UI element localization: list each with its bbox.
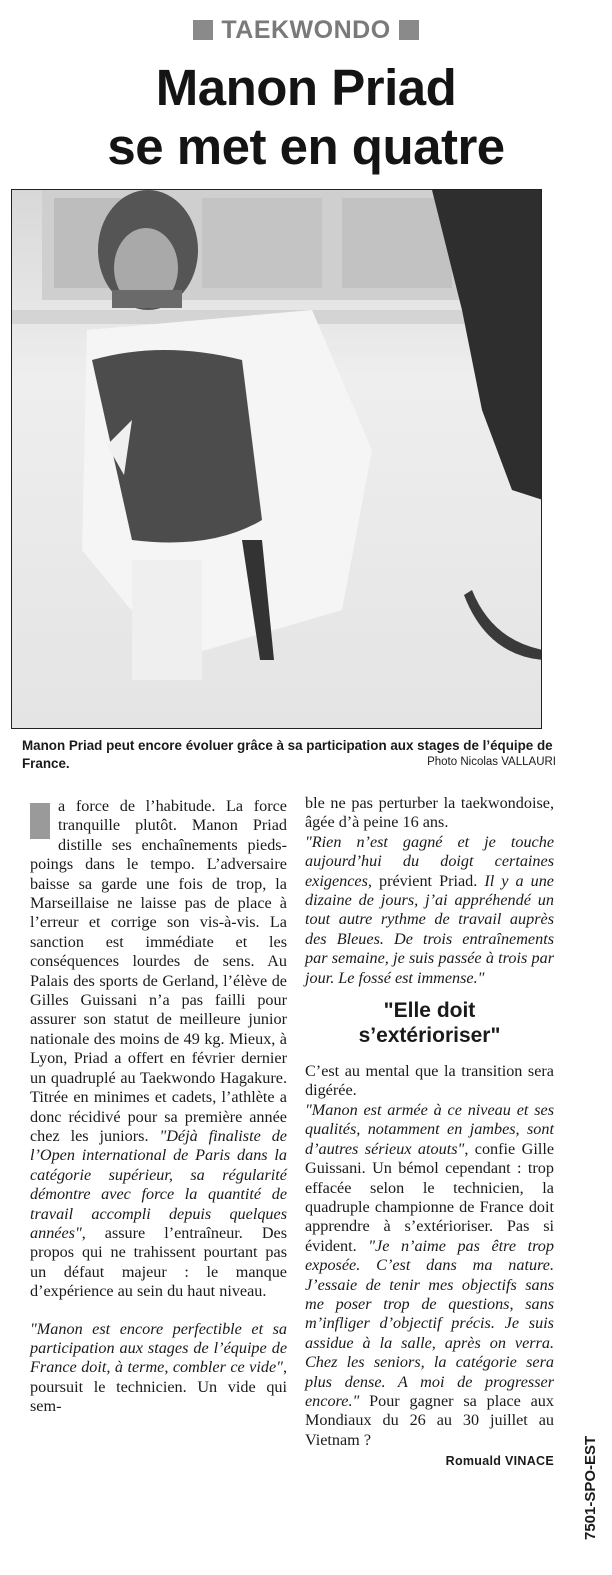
paragraph-4-quote-2: Il y a une dizaine de jours, j’ai appréhendé un tout autre rythme de travail auprès des Bleues. De trois entraînements par semaine, je suis passée à trois par jour. Le fossé est immense."	[305, 871, 554, 987]
paragraph-6-quote: "Manon est armée à ce niveau et ses qualités, notamment en jambes, sont d’autres sérieux atouts"	[305, 1100, 554, 1158]
paragraph-4	[305, 833, 554, 988]
paragraph-1	[30, 797, 287, 1302]
paragraph-5: C’est au mental que la transition sera digérée.	[305, 1062, 554, 1100]
photo-credit: Photo Nicolas VALLAURI	[427, 756, 556, 768]
article-column-left	[30, 797, 287, 1417]
paragraph-1-lead: a force de l’habitude. La force tranquille plutôt. Manon Priad distille ses enchaînements pieds-poings dans le tempo. L’adversaire baisse sa garde une fois de trop, la Marseillaise ne laisse pas de place à l’erreur et corrige son vis-à-vis. La sanction est immédiate et les conséquences lourdes de sens. Au Palais des sports de Gerland, l’élève de Gilles Guissani n’a pas failli pour assurer son statut de meilleure junior nationale des moins de 49 kg. Mieux, à Lyon, Priad a offert en février dernier un quadruplé au Taekwondo Hagakure. Titrée en minimes et cadets, l’athlète a donc récidivé pour sa première année chez les juniors.	[30, 797, 287, 1145]
paragraph-2	[30, 1320, 287, 1417]
headline-line-1: Manon Priad	[155, 59, 457, 116]
rubric-square-right	[399, 20, 419, 40]
rubric-label: TAEKWONDO	[221, 16, 391, 44]
photo-caption: Manon Priad peut encore évoluer grâce à sa participation aux stages de l’équipe de France.	[22, 738, 553, 771]
side-reference-code: 7501-SPO-EST	[582, 1435, 599, 1540]
headline-line-2: se met en quatre	[107, 118, 505, 175]
subheading-line-1: "Elle doit	[383, 999, 476, 1023]
paragraph-1-quote: "Déjà finaliste de l’Open international de Paris dans la catégorie supérieur, sa régularité démontre avec force la quantité de travail accompli depuis quelques années"	[30, 1126, 287, 1242]
paragraph-4-mid: prévient Priad.	[371, 871, 485, 890]
paragraph-6	[305, 1101, 554, 1450]
article-column-right	[305, 794, 554, 1472]
section-rubric	[0, 16, 612, 45]
paragraph-2-tail: , poursuit le technicien. Un vide qui sem-	[30, 1358, 287, 1416]
paragraph-6-end: Pour gagner sa place aux Mondiaux du 26 au 30 juillet au Vietnam ?	[305, 1391, 554, 1449]
paragraph-3: ble ne pas perturber la taekwondoise, âgée d’à peine 16 ans.	[305, 794, 554, 832]
paragraph-4-quote-1: "Rien n’est gagné et je touche aujourd’hui du doigt certaines exigences,	[305, 832, 554, 890]
paragraph-2-quote: "Manon est encore perfectible et sa participation aux stages de l’équipe de France doit, à terme, combler ce vide"	[30, 1319, 287, 1377]
taekwondo-athlete-photo	[12, 190, 542, 729]
paragraph-6-tail: , confie Gille Guissani. Un bémol cependant : trop effacée selon le technicien, la quadruple championne de France doit apprendre à s’extérioriser. Pas si évident.	[305, 1139, 554, 1255]
drop-cap	[30, 803, 50, 839]
subheading-line-2: s’extérioriser"	[358, 1024, 501, 1048]
article-photo	[11, 189, 542, 729]
paragraph-1-tail: , assure l’entraîneur. Des propos qui ne trahissent pourtant pas un défaut majeur : le manque d’expérience au sein du haut niveau.	[30, 1223, 287, 1301]
author-byline: Romuald VINACE	[445, 1454, 554, 1469]
subheading	[305, 998, 554, 1048]
headline	[0, 58, 612, 176]
rubric-square-left	[193, 20, 213, 40]
paragraph-6-quote-2: "Je n’aime pas être trop exposée. C’est dans ma nature. J’essaie de tenir mes objectifs sans me poser trop de questions, sans m’infliger d’objectif précis. Je suis assidue à la salle, après on verra. Chez les seniors, la catégorie sera plus dense. A moi de progresser encore."	[305, 1236, 554, 1410]
